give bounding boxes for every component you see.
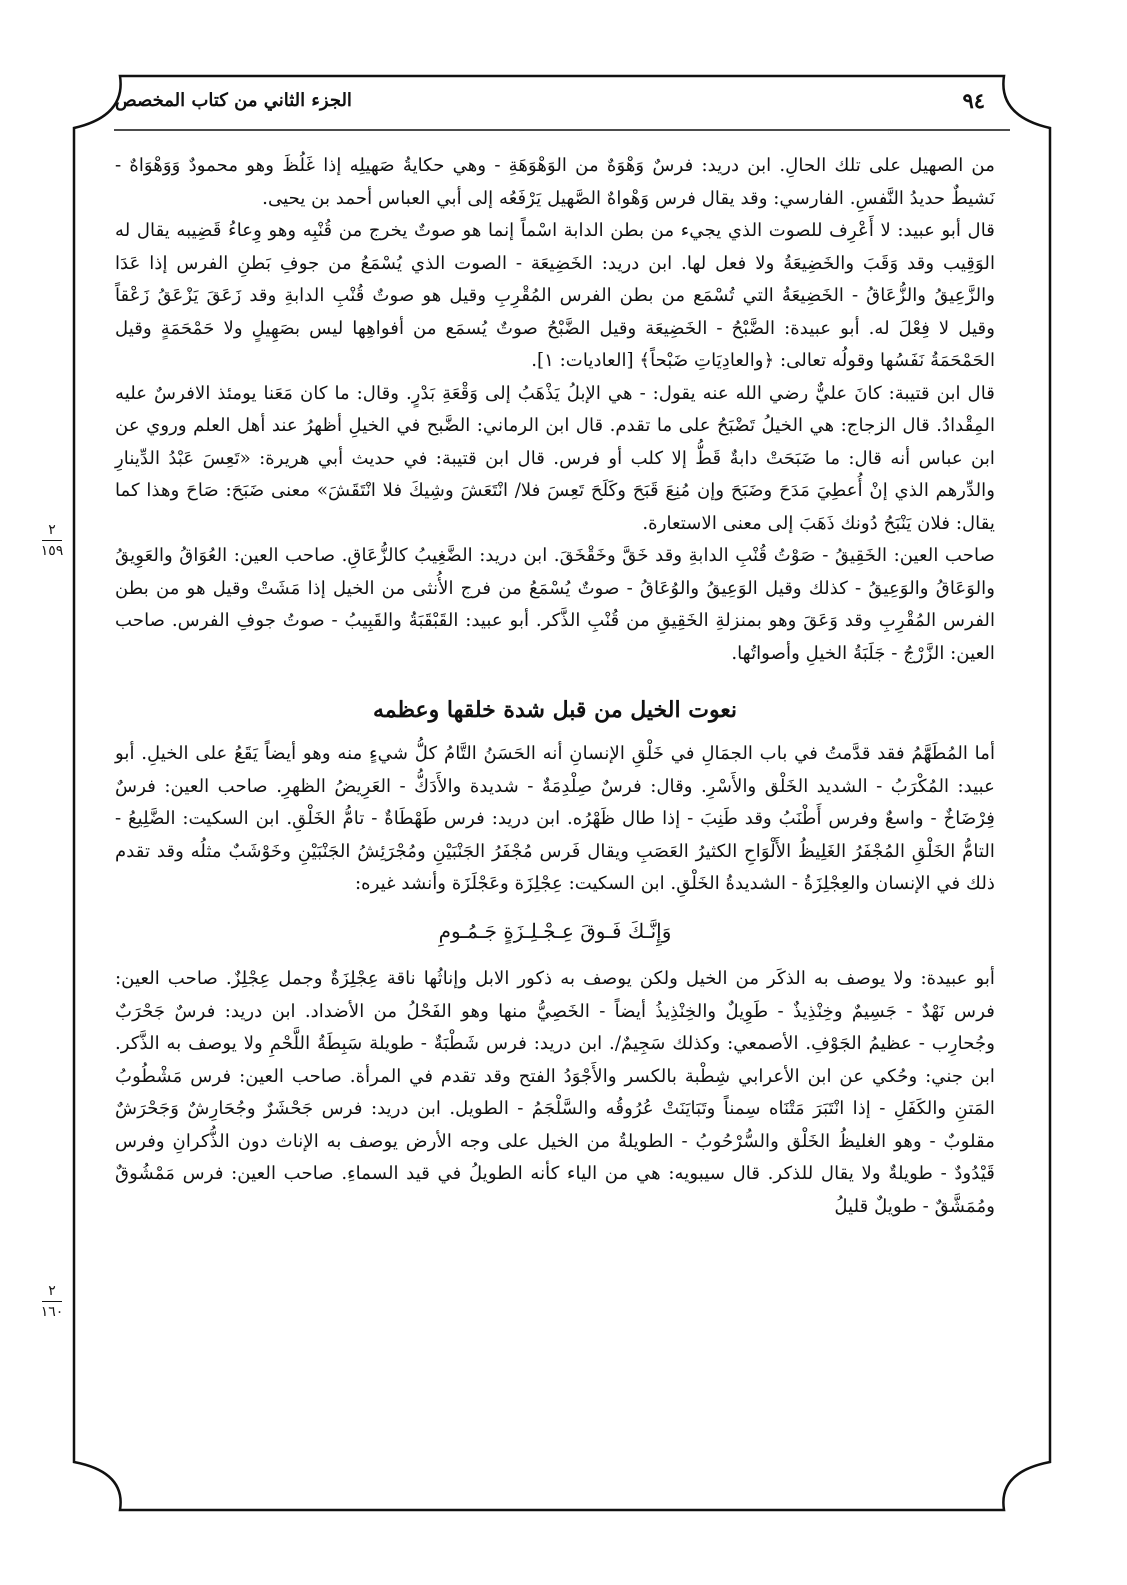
paragraph: أما المُطَهَّمُ فقد قدَّمتُ في باب الجمَالِ في خَلْقِ الإنسانِ أنه الحَسَنُ التَّامُ كلُّ شيءٍ منه وهو أيضاً يَقَعُ على الخيلِ. أبو عبيد: المُكْرَبُ - الشديد الخَلْق والأَسْرِ. وقال: فرسٌ صِلْدِمَةٌ - شديدة والأَدَكُّ - العَرِيضُ الظهرِ. صاحب العين: فرسٌ فِرْضَاخٌ - واسعٌ وفرس أَطْنَبُ وقد طَنِبَ - إذا طال ظَهْرُه. ابن دريد: فرس طَهْطَاةٌ - تامُّ الخَلْقِ. ابن السكيت: الضَّلِيعُ - التامُّ الخَلْقِ المُجْفَرُ الغَلِيظُ الأَلْوَاحِ الكثيرُ العَصَبِ ويقال فَرس مُجْفَرُ الجَنْبَيْنِ ومُجْرَئِشُ الجَنْبَيْنِ وخَوْشَبٌ مثلُه وقد تقدم ذلك في الإنسان والعِجْلِزَةُ - الشديدةُ الخَلْقِ. ابن السكيت: عِجْلِزَة وعَجْلَزَة وأنشد غيره:: [115, 743, 996, 894]
margin-note-volume: ٢: [48, 522, 56, 538]
paragraph: أبو عبيدة: ولا يوصف به الذكَر من الخيل ولكن يوصف به ذكور الابل وإناثُها ناقة عِجْلِزَةٌ وجمل عِجْلِزٌ. صاحب العين: فرس نَهْدٌ - جَسِيمٌ وخِنْذِيذٌ - طَوِيلٌ والخِنْذِيذُ أيضاً - الخَصِيُّ منها وهو الفَحْلُ من الأضداد. ابن دريد: فرسٌ جَحْرَبٌ وجُحارِب - عظيمُ الجَوْفِ. الأصمعي: وكذلك سَجِيمٌ/. ابن دريد: فرس شَطْبَةٌ - طويلة سَبِطَةُ اللَّحْمِ ولا يوصف به الذَّكر. ابن جني: وحُكي عن ابن الأعرابي شِطْبة بالكسر والأَجْوَدُ الفتح وقد تقدم في المرأة. صاحب العين: فرس مَشْطُوبُ المَتنِ والكَفَلِ - إذا انْتَبَرَ مَتْنَاه سِمناً وتَبَايَنَتْ عُرُوقُه والسَّلْجَمُ - الطويل. ابن دريد: فرس جَحْشَرٌ وجُحَارِشٌ وَجَحْرَشٌ مقلوبٌ - وهو الغليظُ الخَلْق والسُّرْحُوبُ - الطويلةُ من الخيل على وجه الأرض يوصف به الإناث دون الذُّكرانِ وفرس قَيْدُودٌ - طويلةٌ ولا يقال للذكر. قال سيبويه: هي من الياء كأنه الطويلُ في قيد السماءِ. صاحب العين: فرس مَمْشُوقٌ ومُمَشَّقٌ - طويلٌ قليلُ: [115, 968, 995, 1217]
margin-note-divider: [42, 540, 62, 541]
margin-note: [22, 1283, 82, 1320]
section-heading: نعوت الخيل من قبل شدة خلقها وعظمه: [372, 697, 738, 723]
margin-note-volume: ٢: [48, 1283, 56, 1299]
paragraph: من الصهيل على تلك الحالِ. ابن دريد: فرسٌ وَهْوَهٌ من الوَهْوَهَةِ - وهي حكايةُ صَهيلِه إذا غَلُظَ وهو محمودٌ وَوَهْوَاهٌ - نَشيطٌ حديدُ النَّفسِ. الفارسي: وقد يقال فرس وَهْواهٌ الصَّهيل يَرْفَعُه إلى أبي العباس أحمد بن يحيى.: [115, 155, 995, 209]
margin-note: [22, 522, 82, 559]
page-number: ٩٤: [962, 88, 985, 113]
paragraph: قال ابن قتيبة: كانَ عليٌّ رضي الله عنه يقول: - هي الإبلُ يَذْهَبُ إلى وَقْعَةِ بَدْرٍ. وقال: ما كان مَعَنا يومئذ الافرسٌ عليه المِقْدادُ. قال الزجاج: هي الخيلُ تَضْبَحُ على ما تقدم. قال ابن الرماني: الضَّبح في الخيلِ أظهرُ عند أهل العلم وروي عن ابن عباس أنه قال: ما ضَبَحَتْ دابةٌ قَطُّ إلا كلب أو فرس. قال ابن قتيبة: في حديث أبي هريرة: «تَعِسَ عَبْدُ الدِّينارِ والدِّرهم الذي إنْ أُعطِيَ مَدَحَ وضَبَحَ وإن مُنِعَ قَبَحَ وكَلَحَ تَعِسَ فلا/ انْتَعَشَ وشِيكَ فلا انْتَقَشَ» معنى ضَبَحَ: صَاحَ وهذا كما يقال: فلان يَنْبَحُ دُونك ذَهَبَ إلى معنى الاستعارة.: [115, 382, 995, 534]
paragraph: قال أبو عبيد: لا أَعْرِف للصوت الذي يجيء من بطن الدابة اسْماً إنما هو صوتٌ يخرج من قُنْبِه وهو وِعاءُ قَضِيبه يقال له الوَقِيب وقد وَقَبَ والخَضِيعَةُ ولا فعل لها. ابن دريد: الخَضِيعَة - الصوت الذي يُسْمَعُ من جوفِ بَطنِ الفرس إذا عَدَا والزَّعِيقُ والزُّعَاقُ - الخَضِيعَةُ التي تُسْمَع من بطن الفرس المُقْرِبِ وقيل هو صوتٌ قُنْبِ الدابةِ وقد زَعَقَ يَزْعَقُ زَعْقاً وقيل لا فِعْلَ له. أبو عبيدة: الضَّبْحُ - الخَضِيعَة وقيل الضَّبْحُ صوتٌ يُسمَع من أفواهِها ليس بصَهِيلٍ ولا حَمْحَمَةٍ وقيل الحَمْحَمَةُ نَفَسُها وقولُه تعالى: ﴿والعادِيَاتِ ضَبْحاً﴾ [العاديات: ١].: [115, 220, 995, 371]
paragraph: صاحب العين: الخَقِيقُ - صَوْتُ قُنْبِ الدابةِ وقد خَقَّ وخَقْخَقَ. ابن دريد: الضَّغِيبُ كالزُّعَاقِ. صاحب العين: العُوَاقُ والعَوِيقُ والوَعَاقُ والوَعِيقُ - كذلك وقيل الوَعِيقُ والوُعَاقُ - صوتٌ يُسْمَعُ من فرج الأُنثى من الخيل إذا مَشَتْ وقيل هو من بطن الفرس المُقْرِبِ وقد وَعَقَ وهو بمنزلةِ الخَقِيقِ من قُنْبِ الذَّكر. أبو عبيد: القَبْقَبَةُ والقَبِيبُ - صوتُ جوفِ الفرس. صاحب العين: الزَّرْجُ - جَلَبَةُ الخيلِ وأصواتُها.: [115, 545, 995, 664]
margin-note-divider: [42, 1301, 62, 1302]
body-text: [115, 150, 995, 1223]
poetry-verse: وَإِنَّـكَ فَـوقَ عِـجْـلِـزَةٍ جَـمُـومِ: [438, 918, 672, 943]
running-title: الجزء الثاني من كتاب المخصص: [115, 90, 352, 111]
margin-note-page: ١٥٩: [40, 543, 64, 559]
margin-note-page: ١٦٠: [40, 1304, 64, 1320]
page-header: [115, 88, 995, 118]
